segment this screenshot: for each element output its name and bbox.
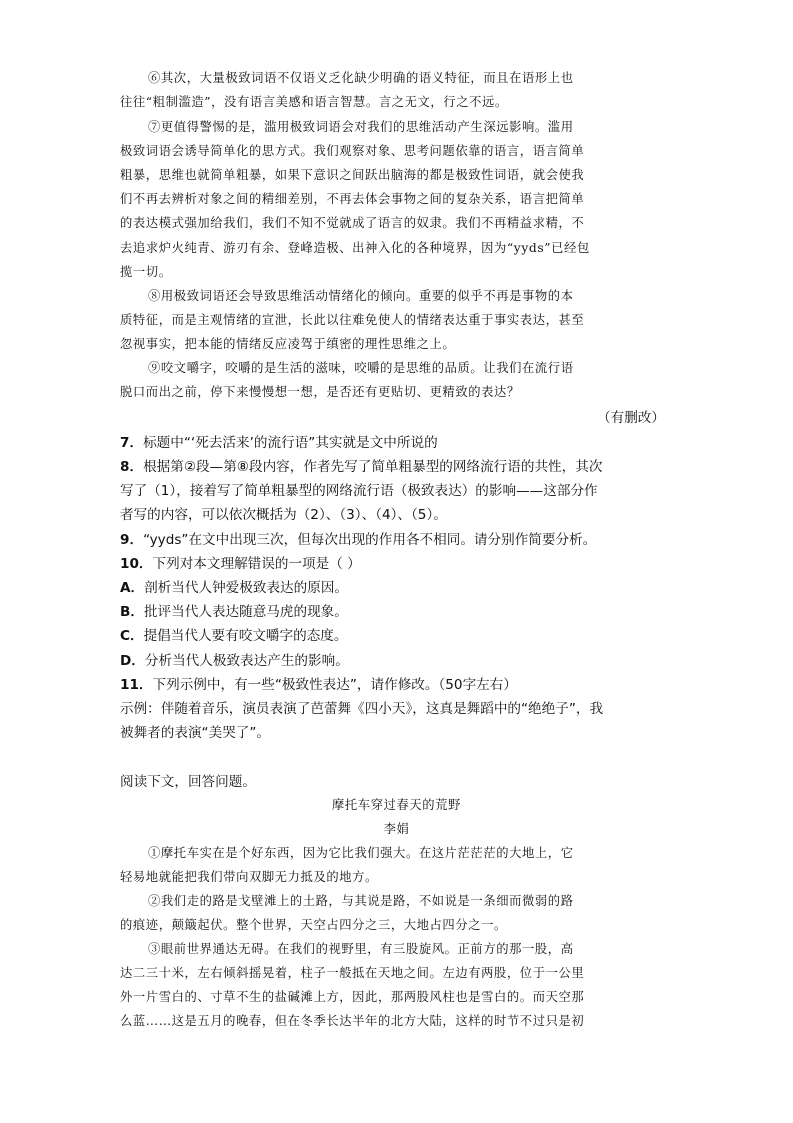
question-text: 标题中“‘死去活来’的流行语”其实就是文中所说的: [143, 435, 438, 451]
para-6-line-1: ⑥其次，大量极致词语不仅语义乏化缺少明确的语义特征，而且在语形上也: [148, 71, 574, 85]
para-8-line-2: 质特征，而是主观情绪的宣泄，长此以往难免使人的情绪表达重于事实表达，甚至: [120, 313, 585, 327]
option-b: [120, 600, 348, 620]
question-8-line-1: [120, 455, 602, 475]
option-a: [120, 576, 348, 596]
article-title: 摩托车穿过春天的荒野: [332, 798, 461, 812]
para-9-line-2: 脱口而出之前，停下来慢慢想一想，是否还有更贴切、更精致的表达？: [120, 385, 520, 399]
para-6-line-2: 往往“粗制滥造”，没有语言美感和语言智慧。言之无文，行之不远。: [120, 95, 508, 109]
option-letter: B．: [120, 604, 144, 620]
option-text: 批评当代人表达随意马虎的现象。: [143, 604, 348, 620]
article-author: 李娟: [383, 822, 410, 836]
question-8-line-3: 者写的内容，可以依次概括为（2）、（3）、（4）、（5）。: [120, 507, 447, 523]
question-7: [120, 431, 438, 451]
question-9: [120, 528, 596, 548]
article-para-3-line-2: 达二三十米，左右倾斜摇晃着，柱子一般抵在天地之间。左边有两股，位于一公里: [120, 966, 585, 980]
question-number: 8．: [120, 459, 144, 475]
question-text: 根据第②段—第⑧段内容，作者先写了简单粗暴型的网络流行语的共性，其次: [143, 459, 603, 475]
question-text: 下列示例中，有一些“极致性表达”，请作修改。（50字左右）: [152, 677, 517, 693]
para-7-line-2: 极致词语会诱导简单化的思方式。我们观察对象、思考问题依靠的语言，语言简单: [120, 144, 585, 158]
question-number: 11．: [120, 677, 153, 693]
option-letter: C．: [120, 628, 144, 644]
article-para-3-line-4: 么蓝……这是五月的晚春，但在冬季长达半年的北方大陆，这样的时节不过只是初: [120, 1014, 585, 1028]
para-7-line-6: 去追求炉火纯青、游刃有余、登峰造极、出神入化的各种境界，因为“yyds”已经包: [120, 241, 590, 255]
option-letter: D．: [120, 653, 145, 669]
para-8-line-3: 忽视事实，把本能的情绪反应凌驾于缜密的理性思维之上。: [120, 337, 456, 351]
option-letter: A．: [120, 580, 145, 596]
option-text: 分析当代人极致表达产生的影响。: [144, 653, 349, 669]
para-7-line-1: ⑦更值得警惕的是，滥用极致词语会对我们的思维活动产生深远影响。滥用: [148, 120, 574, 134]
option-text: 剖析当代人钟爱极致表达的原因。: [144, 580, 349, 596]
example-line-2: 被舞者的表演“美哭了”。: [120, 725, 271, 741]
article-para-1-line-1: ①摩托车实在是个好东西，因为它比我们强大。在这片茫茫茫的大地上，它: [148, 846, 574, 860]
para-7-line-3: 粗暴，思维也就简单粗暴，如果下意识之间跃出脑海的都是极致性词语，就会使我: [120, 168, 585, 182]
revision-note: （有删改）: [597, 410, 665, 426]
article-para-1-line-2: 轻易地就能把我们带向双脚无力抵及的地方。: [120, 870, 378, 884]
option-text: 提倡当代人要有咬文嚼字的态度。: [143, 628, 348, 644]
article-para-3-line-1: ③眼前世界通达无碍。在我们的视野里，有三股旋风。正前方的那一股，高: [148, 942, 574, 956]
option-d: [120, 649, 349, 669]
question-8-line-2: 写了（1），接着写了简单粗暴型的网络流行语（极致表达）的影响——这部分作: [120, 483, 598, 499]
para-7-line-5: 的表达模式强加给我们，我们不知不觉就成了语言的奴隶。我们不再精益求精，不: [120, 216, 585, 230]
question-number: 7．: [120, 435, 144, 451]
para-9-line-1: ⑨咬文嚼字，咬嚼的是生活的滋味，咬嚼的是思维的品质。让我们在流行语: [148, 361, 574, 375]
example-line-1: 示例：伴随着音乐，演员表演了芭蕾舞《四小天》，这真是舞蹈中的“绝绝子”，我: [120, 701, 604, 717]
question-11: [120, 673, 517, 693]
para-7-line-7: 揽一切。: [120, 265, 172, 279]
article-para-2-line-2: 的痕迹，颠簸起伏。整个世界，天空占四分之三，大地占四分之一。: [120, 918, 507, 932]
option-c: [120, 624, 347, 644]
para-7-line-4: 们不再去辨析对象之间的精细差别，不再去体会事物之间的复杂关系，语言把简单: [120, 192, 585, 206]
question-text: 下列对本文理解错误的一项是（ ）: [152, 556, 361, 572]
article-para-3-line-3: 外一片雪白的、寸草不生的盐碱滩上方，因此，那两股风柱也是雪白的。而天空那: [120, 990, 585, 1004]
question-number: 10．: [120, 556, 153, 572]
question-text: “yyds”在文中出现三次，但每次出现的作用各不相同。请分别作简要分析。: [143, 532, 597, 548]
question-10: [120, 552, 361, 572]
article-para-2-line-1: ②我们走的路是戈壁滩上的土路，与其说是路，不如说是一条细而微弱的路: [148, 894, 574, 908]
para-8-line-1: ⑧用极致词语还会导致思维活动情绪化的倾向。重要的似乎不再是事物的本: [148, 289, 574, 303]
reading-instruction: 阅读下文，回答问题。: [120, 774, 256, 790]
question-number: 9．: [120, 532, 144, 548]
